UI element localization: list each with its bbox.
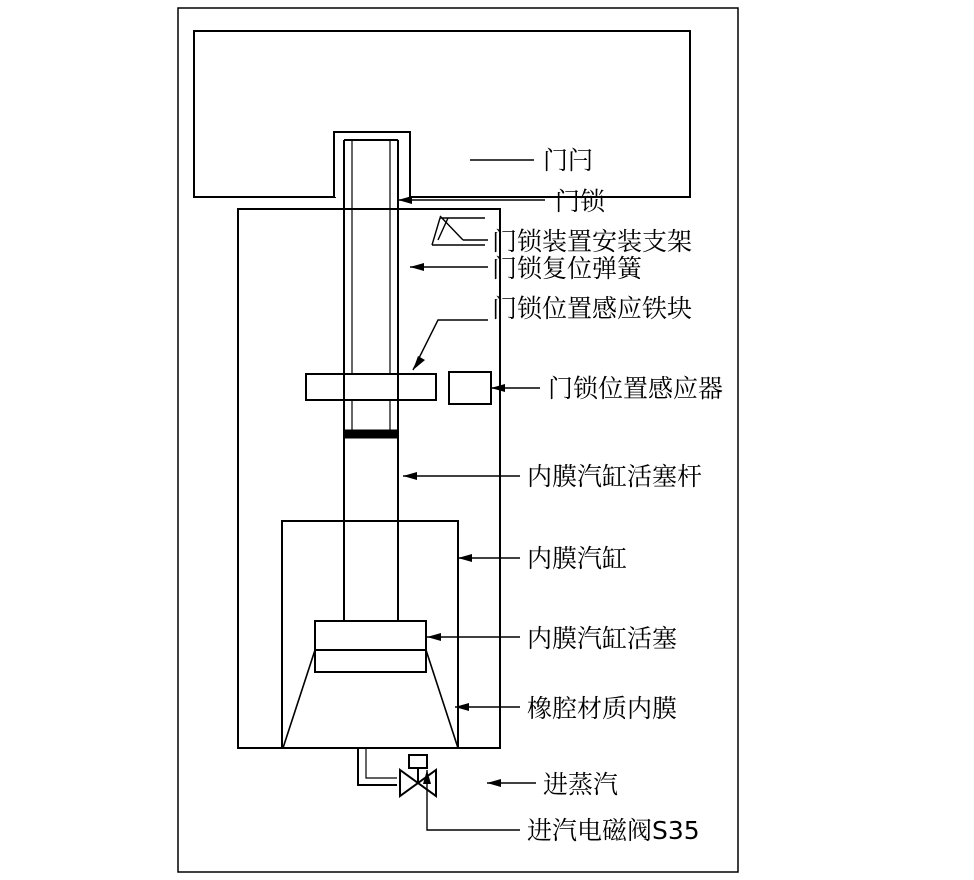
arrow-rod: [403, 472, 417, 480]
leader-bracket: [432, 218, 485, 245]
arrow-spring: [410, 263, 424, 271]
label-lock-position-sensor: 门锁位置感应器: [548, 374, 724, 403]
inner-cylinder-piston-block-lower: [315, 650, 426, 672]
label-door-lock: 门锁: [555, 187, 606, 216]
rod-joint-band: [344, 430, 398, 438]
label-inner-cylinder: 内膜汽缸: [527, 544, 628, 573]
label-lock-return-spring: 门锁复位弹簧: [492, 254, 643, 283]
inner-cylinder-piston-block: [315, 621, 426, 650]
label-lock-position-iron: 门锁位置感应铁块: [492, 294, 693, 323]
label-steam-inlet: 进蒸汽: [543, 770, 619, 799]
arrow-sensor: [491, 384, 505, 392]
steam-pipe: [358, 748, 397, 785]
label-lock-mount-bracket: 门锁装置安装支架: [492, 227, 693, 256]
lock-position-sensor-box: [449, 372, 491, 404]
valve-actuator-box: [409, 755, 427, 768]
label-steam-solenoid-valve: 进汽电磁阀S35: [527, 816, 700, 845]
arrow-iron: [413, 356, 425, 370]
leader-valve: [427, 770, 520, 830]
arrow-steam: [487, 779, 501, 787]
door-leaf-box: [194, 31, 690, 197]
arrow-piston: [427, 633, 441, 641]
label-inner-cylinder-piston: 内膜汽缸活塞: [527, 624, 678, 653]
label-inner-cylinder-rod: 内膜汽缸活塞杆: [527, 462, 703, 491]
steam-pipe-inner: [366, 748, 397, 778]
label-rubber-inner-membrane: 橡腔材质内膜: [527, 694, 678, 723]
leader-iron: [413, 320, 488, 370]
arrow-cylinder: [458, 554, 472, 562]
lock-position-iron-plate: [306, 374, 436, 400]
label-door-leaf: 门闩: [543, 146, 594, 175]
